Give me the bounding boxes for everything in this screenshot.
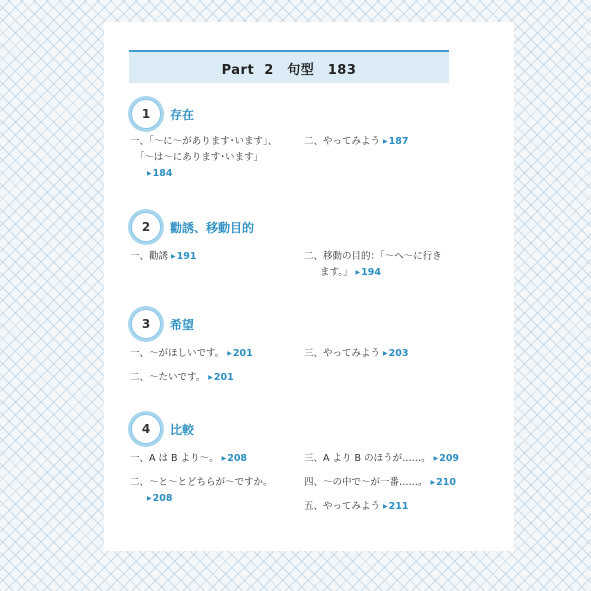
toc-entry[interactable] (130, 249, 196, 265)
entry-text: 二、～たいです。 (130, 372, 206, 383)
toc-entry[interactable] (304, 346, 408, 362)
arrow-icon: ▶ (355, 269, 361, 276)
entry-text: 二、移動の目的：「～へ～に行き (304, 251, 442, 262)
section-title: 勸誘、移動目的 (170, 221, 255, 235)
entry-text: 三、やってみよう (304, 348, 381, 359)
part-banner (129, 50, 449, 83)
toc-entry[interactable] (130, 475, 273, 507)
page-ref[interactable]: 203 (388, 348, 409, 359)
entry-text: 二、～と～とどちらが～ですか。 (130, 477, 273, 488)
toc-entry[interactable] (304, 475, 456, 491)
page-ref[interactable]: 191 (176, 251, 197, 262)
arrow-icon: ▶ (430, 479, 436, 486)
entry-text: 五、やってみよう (304, 501, 381, 512)
page-ref[interactable]: 209 (439, 453, 460, 464)
section-number: 1 (141, 107, 151, 121)
entry-text: ます。」 (320, 267, 353, 278)
section-number-badge (128, 96, 164, 132)
toc-entry[interactable] (130, 451, 247, 467)
section-title: 存在 (170, 108, 195, 122)
section-title: 希望 (170, 318, 195, 332)
entry-text: 四、～の中で～が一番……。 (304, 477, 428, 488)
entry-text: 一、～がほしいです。 (130, 348, 225, 359)
page-ref[interactable]: 187 (388, 136, 409, 147)
page-ref[interactable]: 184 (152, 168, 173, 179)
toc-entry[interactable] (130, 346, 253, 362)
arrow-icon: ▶ (227, 350, 232, 357)
arrow-icon: ▶ (171, 253, 176, 260)
arrow-icon: ▶ (147, 495, 152, 502)
page-ref[interactable]: 194 (361, 267, 381, 278)
entry-text: 一、A は B より～。 (130, 453, 219, 464)
section-number: 4 (141, 422, 151, 436)
toc-entry[interactable] (130, 134, 277, 182)
arrow-icon: ▶ (221, 455, 227, 462)
page-ref[interactable]: 210 (436, 477, 456, 488)
part-title: Part 2 句型 183 (221, 63, 357, 78)
page-ref[interactable]: 201 (213, 372, 234, 383)
toc-entry[interactable] (130, 370, 234, 386)
section-number-badge (128, 306, 164, 342)
arrow-icon: ▶ (147, 170, 152, 177)
arrow-icon: ▶ (208, 374, 213, 381)
entry-text: 一、「～に～があります･います」、 (130, 136, 278, 147)
entry-text: 三、A より B のほうが……。 (304, 453, 431, 464)
page-ref[interactable]: 208 (152, 493, 173, 504)
arrow-icon: ▶ (383, 138, 388, 145)
entry-text: 「～は～にあります･います」 (130, 152, 264, 163)
arrow-icon: ▶ (383, 503, 388, 510)
entry-text: 一、勸誘 (130, 251, 169, 262)
arrow-icon: ▶ (383, 350, 388, 357)
section-number-badge (128, 209, 164, 245)
toc-entry[interactable] (304, 249, 442, 281)
section-number: 2 (141, 220, 151, 234)
page-ref[interactable]: 208 (227, 453, 248, 464)
arrow-icon: ▶ (433, 455, 439, 462)
page-ref[interactable]: 211 (388, 501, 409, 512)
page-ref[interactable]: 201 (232, 348, 253, 359)
section-title: 比較 (170, 423, 195, 437)
toc-entry[interactable] (304, 499, 408, 515)
book-page (104, 22, 514, 551)
section-number-badge (128, 411, 164, 447)
entry-text: 二、やってみよう (304, 136, 381, 147)
section-number: 3 (141, 317, 151, 331)
toc-entry[interactable] (304, 451, 459, 467)
toc-entry[interactable] (304, 134, 408, 150)
